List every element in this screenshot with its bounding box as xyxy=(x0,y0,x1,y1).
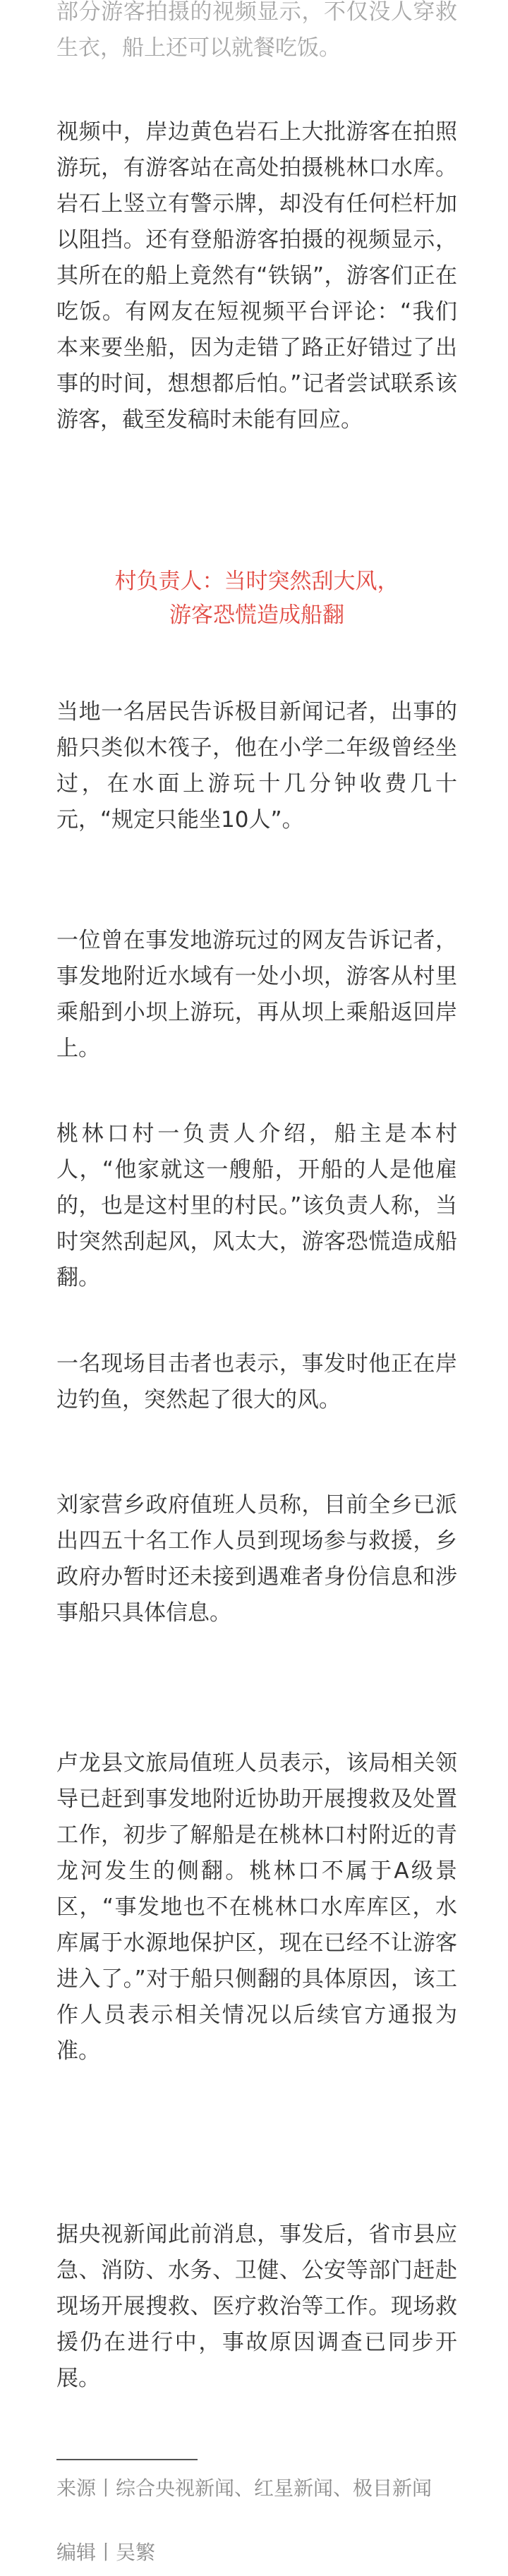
paragraph-witness: 一名现场目击者也表示，事发时他正在岸边钓鱼，突然起了很大的风。 xyxy=(56,1351,457,1413)
section-heading-line-1: 村负责人：当时突然刮大风， xyxy=(114,569,399,594)
source-credit: 来源丨综合央视新闻、红星新闻、极目新闻 xyxy=(56,2477,433,2500)
paragraph-cctv: 据央视新闻此前消息，事发后，省市县应急、消防、水务、卫健、公安等部门赶赴现场开展搜救、医疗救治等工作。现场救援仍在进行中，事故原因调查已同步开展。 xyxy=(56,2222,457,2391)
intro-tail-paragraph: 部分游客拍摄的视频显示，不仅没人穿救生衣，船上还可以就餐吃饭。 xyxy=(56,0,457,61)
section-heading-line-2: 游客恐慌造成船翻 xyxy=(169,603,344,628)
paragraph-netizen: 一位曾在事发地游玩过的网友告诉记者，事发地附近水域有一处小坝，游客从村里乘船到小坝上游玩，再从坝上乘船返回岸上。 xyxy=(56,928,457,1061)
paragraph-resident: 当地一名居民告诉极目新闻记者，出事的船只类似木筏子，他在小学二年级曾经坐过，在水面上游玩十几分钟收费几十元，“规定只能坐10人”。 xyxy=(56,699,457,833)
section-heading xyxy=(56,564,457,632)
paragraph-township: 刘家营乡政府值班人员称，目前全乡已派出四五十名工作人员到现场参与救援，乡政府办暂时还未接到遇难者身份信息和涉事船只具体信息。 xyxy=(56,1492,457,1626)
paragraph-tourism-bureau: 卢龙县文旅局值班人员表示，该局相关领导已赶到事发地附近协助开展搜救及处置工作，初步了解船是在桃林口村附近的青龙河发生的侧翻。桃林口不属于A级景区，“事发地也不在桃林口水库库区，水库属于水源地保护区，现在已经不让游客进入了。”对于船只侧翻的具体原因，该工作人员表示相关情况以后续官方通报为准。 xyxy=(56,1750,457,2064)
paragraph-video: 视频中，岸边黄色岩石上大批游客在拍照游玩，有游客站在高处拍摄桃林口水库。岩石上竖立有警示牌，却没有任何栏杆加以阻挡。还有登船游客拍摄的视频显示，其所在的船上竟然有“铁锅”，游客们正在吃饭。有网友在短视频平台评论：“我们本来要坐船，因为走错了路正好错过了出事的时间，想想都后怕。”记者尝试联系该游客，截至发稿时未能有回应。 xyxy=(56,119,457,433)
editor-credit: 编辑丨吴繁 xyxy=(56,2541,156,2564)
paragraph-village-head: 桃林口村一负责人介绍，船主是本村人，“他家就这一艘船，开船的人是他雇的，也是这村里的村民。”该负责人称，当时突然刮起风，风太大，游客恐慌造成船翻。 xyxy=(56,1121,457,1290)
footer-divider xyxy=(56,2459,198,2460)
